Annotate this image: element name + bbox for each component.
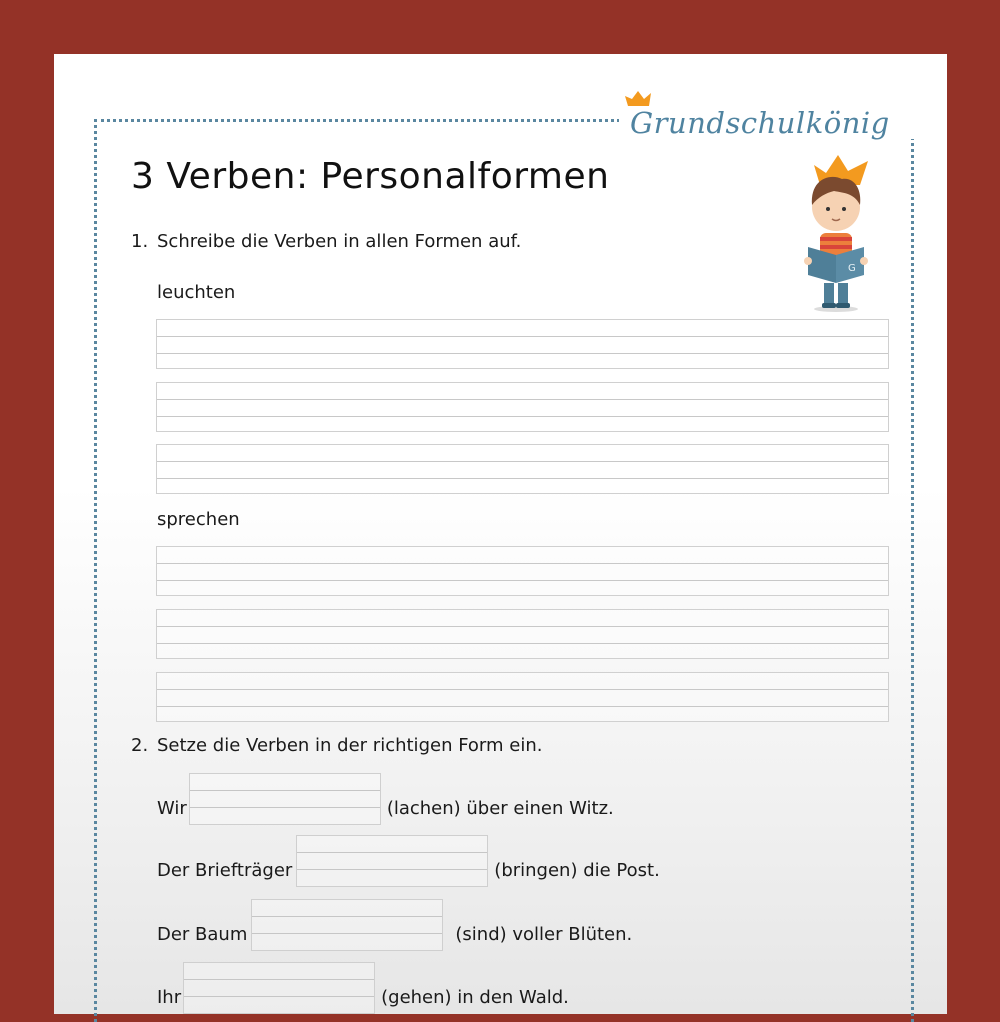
- svg-text:G: G: [848, 263, 856, 274]
- page-title: 3 Verben: Personalformen: [131, 156, 610, 197]
- task-2-instruction: 2. Setze die Verben in der richtigen Form ein.: [131, 735, 543, 756]
- fill-in-sentence: Wir (lachen) über einen Witz.: [157, 773, 614, 825]
- brand-logo: [630, 94, 890, 138]
- verb-label-leuchten: leuchten: [157, 282, 236, 303]
- crown-icon: [624, 88, 654, 108]
- fill-in-sentence: Der Baum (sind) voller Blüten.: [157, 899, 632, 951]
- boy-reading-illustration-icon: [794, 149, 874, 314]
- writing-lines[interactable]: [156, 444, 889, 494]
- writing-lines[interactable]: [156, 319, 889, 369]
- writing-lines[interactable]: [156, 382, 889, 432]
- fill-in-sentence: Ihr (gehen) in den Wald.: [157, 962, 569, 1014]
- brand-name: Grundschulkönig: [630, 106, 890, 140]
- task-1-instruction: 1. Schreibe die Verben in allen Formen auf.: [131, 231, 522, 252]
- writing-lines[interactable]: [156, 609, 889, 659]
- answer-blank[interactable]: [251, 899, 443, 951]
- fill-in-sentence: Der Briefträger (bringen) die Post.: [157, 835, 660, 887]
- writing-lines[interactable]: [156, 672, 889, 722]
- writing-lines[interactable]: [156, 546, 889, 596]
- worksheet-page: [54, 54, 947, 1014]
- verb-label-sprechen: sprechen: [157, 509, 240, 530]
- answer-blank[interactable]: [189, 773, 381, 825]
- answer-blank[interactable]: [296, 835, 488, 887]
- answer-blank[interactable]: [183, 962, 375, 1014]
